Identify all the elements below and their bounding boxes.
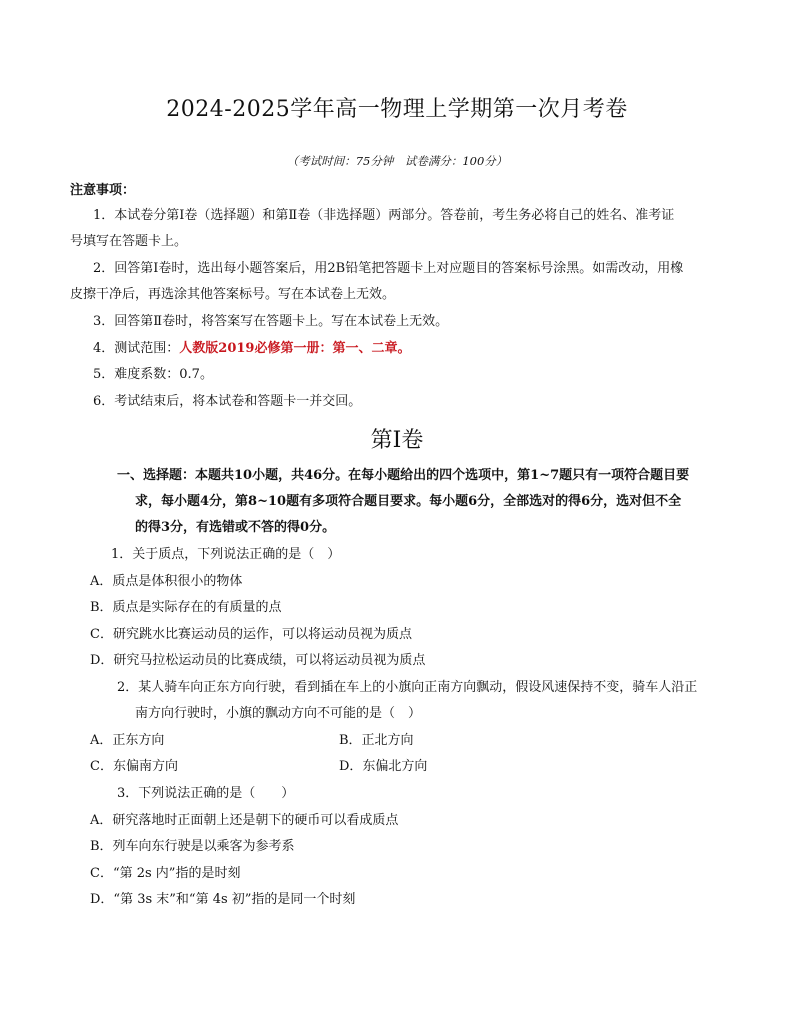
section-desc-line-3: 的得3分，有选错或不答的得0分。 (135, 520, 336, 535)
question-3-option-c: C．“第 2s 内”指的是时刻 (90, 866, 241, 881)
exam-subtitle: （考试时间：75分钟 试卷满分：100分） (286, 154, 508, 168)
notice-item-4 (93, 339, 410, 359)
question-3-option-d: D．“第 3s 末”和“第 4s 初”指的是同一个时刻 (90, 892, 356, 907)
notice-item-2: 2．回答第Ⅰ卷时，选出每小题答案后，用2B铅笔把答题卡上对应题目的答案标号涂黑。如需改动，用橡 (93, 261, 684, 276)
notice-item-3: 3．回答第Ⅱ卷时，将答案写在答题卡上。写在本试卷上无效。 (93, 314, 449, 329)
question-1-option-d: D．研究马拉松运动员的比赛成绩，可以将运动员视为质点 (90, 653, 426, 668)
question-1-option-c: C．研究跳水比赛运动员的运作，可以将运动员视为质点 (90, 627, 412, 642)
question-1-option-b: B．质点是实际存在的有质量的点 (90, 600, 282, 615)
question-2-option-d: D．东偏北方向 (339, 759, 428, 774)
question-1-stem: 1．关于质点，下列说法正确的是（ ） (111, 547, 341, 562)
question-3-option-a: A．研究落地时正面朝上还是朝下的硬币可以看成质点 (90, 813, 399, 828)
question-3-option-b: B．列车向东行驶是以乘客为参考系 (90, 839, 295, 854)
question-2-option-b: B．正北方向 (339, 733, 414, 748)
section-description (117, 463, 727, 541)
section-title: 第Ⅰ卷 (370, 428, 424, 453)
test-scope-highlight: 人教版2019必修第一册：第一、二章。 (179, 341, 411, 356)
question-1-option-a: A．质点是体积很小的物体 (90, 574, 243, 589)
question-3-stem: 3．下列说法正确的是（ ） (117, 786, 295, 801)
question-2-stem: 2．某人骑车向正东方向行驶，看到插在车上的小旗向正南方向飘动，假设风速保持不变，骑车人沿正 (117, 680, 698, 695)
question-2-stem-cont: 南方向行驶时，小旗的飘动方向不可能的是（ ） (135, 706, 422, 721)
notice-item-4-prefix: 4．测试范围： (93, 341, 180, 356)
notice-item-1-cont: 号填写在答题卡上。 (70, 234, 188, 249)
notice-item-2-cont: 皮擦干净后，再选涂其他答案标号。写在本试卷上无效。 (70, 287, 396, 302)
notice-item-5: 5．难度系数：0.7。 (93, 367, 213, 382)
question-2-option-c: C．东偏南方向 (90, 759, 178, 774)
notice-item-1: 1．本试卷分第Ⅰ卷（选择题）和第Ⅱ卷（非选择题）两部分。答卷前，考生务必将自己的姓名、准考证 (93, 208, 675, 223)
notice-item-6: 6．考试结束后，将本试卷和答题卡一并交回。 (93, 394, 362, 409)
notice-heading: 注意事项： (70, 183, 136, 198)
section-desc-line-1: 一、选择题：本题共10小题，共46分。在每小题给出的四个选项中，第1~7题只有一项符合题目要 (117, 468, 690, 483)
question-2-option-a: A．正东方向 (90, 733, 165, 748)
section-desc-line-2: 求，每小题4分，第8~10题有多项符合题目要求。每小题6分，全部选对的得6分，选对但不全 (135, 494, 682, 509)
exam-title: 2024-2025学年高一物理上学期第一次月考卷 (166, 97, 628, 122)
